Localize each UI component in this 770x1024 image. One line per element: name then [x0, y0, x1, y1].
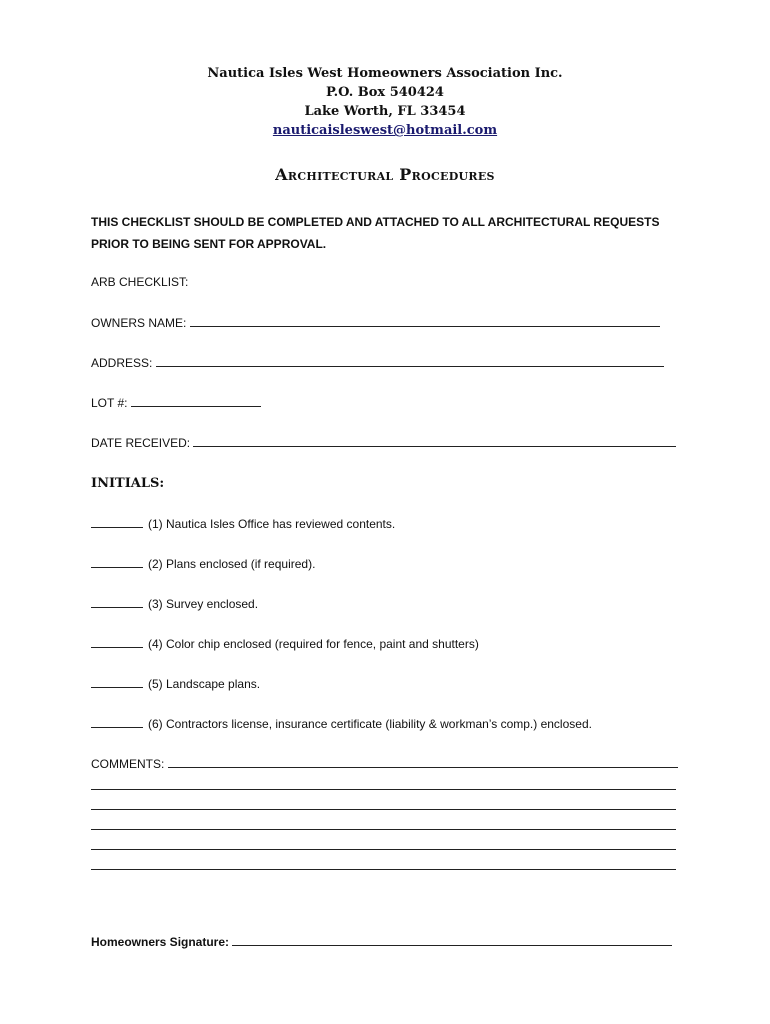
owners-name-label: OWNERS NAME: — [91, 316, 187, 330]
address-row — [91, 354, 664, 371]
initials-item — [91, 595, 258, 612]
initials-blank[interactable] — [91, 555, 143, 568]
initials-item-text: (5) Landscape plans. — [148, 677, 261, 691]
initials-item — [91, 555, 315, 572]
lot-row — [91, 394, 261, 411]
initials-blank[interactable] — [91, 675, 143, 688]
initials-item — [91, 715, 592, 732]
comments-row — [91, 755, 678, 772]
lot-label: LOT #: — [91, 396, 128, 410]
initials-item-text: (3) Survey enclosed. — [148, 597, 259, 611]
initials-item-text: (1) Nautica Isles Office has reviewed contents. — [148, 517, 396, 531]
org-name: Nautica Isles West Homeowners Association Inc. — [207, 66, 563, 81]
comments-field[interactable] — [168, 755, 678, 768]
city-state-zip: Lake Worth, FL 33454 — [304, 104, 466, 119]
signature-label: Homeowners Signature: — [91, 935, 230, 949]
date-received-field[interactable] — [193, 434, 676, 447]
comments-label: COMMENTS: — [91, 757, 165, 771]
initials-item-text: (6) Contractors license, insurance certificate (liability & workman’s comp.) enclosed. — [148, 717, 592, 731]
letterhead — [0, 64, 770, 140]
email-link[interactable]: nauticaisleswest@hotmail.com — [272, 123, 498, 138]
date-received-label: DATE RECEIVED: — [91, 436, 191, 450]
comments-line[interactable] — [91, 789, 676, 790]
initials-item — [91, 515, 395, 532]
comments-line[interactable] — [91, 829, 676, 830]
signature-field[interactable] — [232, 933, 672, 946]
address-label: ADDRESS: — [91, 356, 153, 370]
address-field[interactable] — [156, 354, 664, 367]
initials-item-text: (4) Color chip enclosed (required for fence, paint and shutters) — [148, 637, 479, 651]
arb-checklist-label: ARB CHECKLIST: — [91, 275, 189, 289]
owners-name-field[interactable] — [190, 314, 660, 327]
date-received-row — [91, 434, 676, 451]
owners-name-row — [91, 314, 660, 331]
comments-line[interactable] — [91, 849, 676, 850]
initials-item — [91, 675, 260, 692]
signature-row — [91, 933, 672, 949]
po-box: P.O. Box 540424 — [326, 85, 444, 100]
lot-field[interactable] — [131, 394, 261, 407]
intro-text: THIS CHECKLIST SHOULD BE COMPLETED AND ATTACHED TO ALL ARCHITECTURAL REQUESTS PRIOR TO BEING SENT FOR APPROVAL. — [91, 215, 660, 251]
initials-item — [91, 635, 479, 652]
comments-line[interactable] — [91, 869, 676, 870]
initials-heading: INITIALS: — [91, 476, 165, 491]
initials-blank[interactable] — [91, 515, 143, 528]
initials-item-text: (2) Plans enclosed (if required). — [148, 557, 316, 571]
initials-blank[interactable] — [91, 635, 143, 648]
initials-blank[interactable] — [91, 715, 143, 728]
comments-line[interactable] — [91, 809, 676, 810]
initials-blank[interactable] — [91, 595, 143, 608]
page-title: Architectural Procedures — [275, 165, 495, 184]
